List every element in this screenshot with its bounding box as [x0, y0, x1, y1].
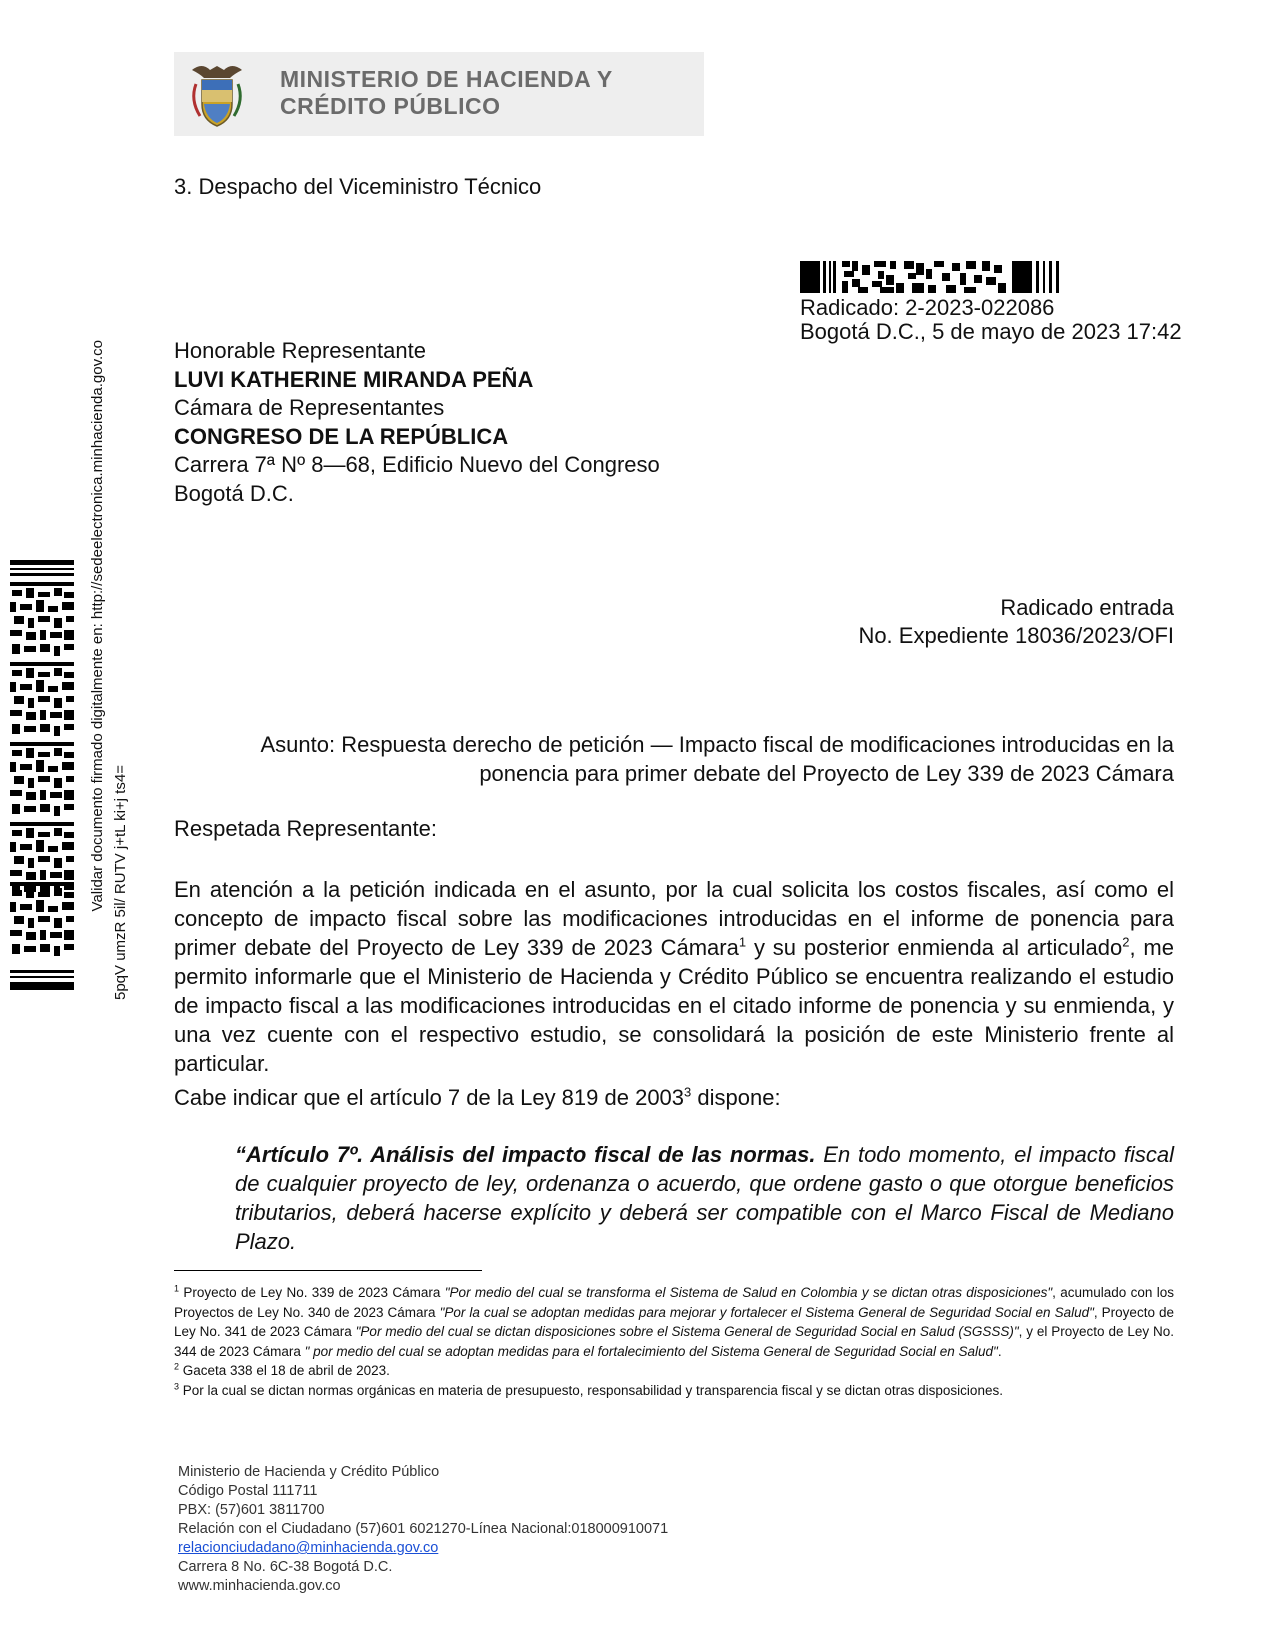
subject-block — [174, 730, 1174, 788]
paragraph-text: dispone: — [691, 1085, 781, 1110]
footnote-divider — [174, 1270, 482, 1271]
contact-citizen-line: Relación con el Ciudadano (57)601 6021270-Línea Nacional:018000910071 — [178, 1521, 669, 1537]
paragraph-text: En atención a la petición indicada en el asunto, por la cual solicita los costos fiscales, así como el concepto de impacto fiscal sobre las modificaciones introducidas en el informe de ponencia para primer debate del Proyecto de Ley 339 de 2023 Cámara — [174, 877, 1174, 960]
paragraph-text: , me permito informarle que el Ministerio de Hacienda y Crédito Público se encuentra realizando el estudio de impacto fiscal a las modificaciones introducidas en el citado informe de ponencia y su enmienda, y una vez cuente con el respectivo estudio, se consolidará la posición de este Ministerio frente al particular. — [174, 935, 1174, 1076]
quote-heading: “Artículo 7º. Análisis del impacto fiscal de las normas. — [235, 1142, 816, 1167]
recipient-title: Honorable Representante — [174, 338, 426, 363]
ministry-name — [280, 66, 700, 120]
footnote-text: Gaceta 338 el 18 de abril de 2023. — [179, 1363, 390, 1378]
footnote-ref-2: 2 — [1122, 934, 1130, 950]
footnote-text: , y el Proyecto de Ley No. 344 de 2023 Cámara — [174, 1324, 1174, 1359]
footnote-text: , Proyecto de Ley No. 341 de 2023 Cámara — [174, 1304, 1174, 1339]
paragraph-text: Cabe indicar que el artículo 7 de la Ley 819 de 2003 — [174, 1085, 685, 1110]
footnote-title: "Por medio del cual se transforma el Sistema de Salud en Colombia y se dictan otras disposiciones" — [444, 1285, 1053, 1300]
footnote-1 — [174, 1283, 1174, 1361]
contact-postal-code: Código Postal 111711 — [178, 1483, 318, 1499]
colombia-coat-of-arms-icon — [186, 60, 248, 128]
radicado-barcode — [800, 261, 1070, 293]
body-paragraph-1 — [174, 875, 1174, 1078]
footnote-mark: 3 — [174, 1381, 180, 1391]
quote-text: En todo momento, el impacto fiscal de cualquier proyecto de ley, ordenanza o acuerdo, que ordene gasto o que otorgue beneficios tributarios, deberá hacerse explícito y deberá ser compatible con el Marco Fiscal de Mediano Plazo. — [235, 1142, 1174, 1254]
recipient-chamber: Cámara de Representantes — [174, 395, 445, 420]
department-heading: 3. Despacho del Viceministro Técnico — [174, 174, 542, 199]
law-quote — [235, 1140, 1174, 1256]
contact-ministry: Ministerio de Hacienda y Crédito Público — [178, 1464, 440, 1480]
validation-stamp-text — [86, 340, 132, 1000]
recipient-name: LUVI KATHERINE MIRANDA PEÑA — [174, 366, 534, 392]
footnote-ref-1: 1 — [738, 934, 747, 950]
radicado-date: Bogotá D.C., 5 de mayo de 2023 17:42 — [800, 319, 1182, 344]
footnote-ref-3: 3 — [684, 1084, 692, 1100]
recipient-address: Carrera 7ª Nº 8—68, Edificio Nuevo del Congreso — [174, 452, 660, 477]
entrada-label: Radicado entrada — [1000, 595, 1174, 620]
footnote-2 — [174, 1361, 1174, 1381]
footnote-text: . — [997, 1343, 1002, 1359]
ministry-logo-block — [174, 52, 704, 136]
footnote-3 — [174, 1381, 1174, 1401]
contact-pbx: PBX: (57)601 3811700 — [178, 1502, 325, 1518]
paragraph-text: y su posterior enmienda al articulado — [746, 935, 1123, 960]
validation-code-line: 5pqV umzR 5il/ RUTV j+tL ki+j ts4= — [112, 765, 129, 1000]
radicado-info — [800, 296, 1182, 344]
validation-barcode — [10, 560, 74, 990]
footnote-title: "Por la cual se adoptan medidas para mejorar y fortalecer el Sistema General de Seguridad Social en Salud" — [439, 1304, 1094, 1320]
ministry-name-line1: MINISTERIO DE HACIENDA Y — [280, 66, 613, 92]
footnotes — [174, 1283, 1174, 1400]
footnote-text: Proyecto de Ley No. 339 de 2023 Cámara — [179, 1285, 445, 1300]
footnote-text: , acumulado con los Proyectos de Ley No. 340 de 2023 Cámara — [174, 1285, 1174, 1320]
contact-footer — [178, 1463, 668, 1596]
validation-url-line: Validar documento firmado digitalmente en: http://sedeelectronica.minhacienda.gov.co — [89, 340, 106, 912]
contact-website: www.minhacienda.gov.co — [178, 1578, 341, 1594]
body-paragraph-2 — [174, 1083, 1174, 1112]
footnote-mark: 2 — [174, 1361, 180, 1372]
subject-line2: ponencia para primer debate del Proyecto de Ley 339 de 2023 Cámara — [479, 761, 1174, 786]
salutation: Respetada Representante: — [174, 816, 437, 841]
recipient-city: Bogotá D.C. — [174, 480, 294, 506]
ministry-name-line2: CRÉDITO PÚBLICO — [280, 93, 501, 119]
footnote-mark: 1 — [174, 1283, 180, 1294]
contact-address: Carrera 8 No. 6C-38 Bogotá D.C. — [178, 1559, 393, 1575]
footnote-title: "Por medio del cual se dictan disposiciones sobre el Sistema General de Seguridad Social en Salud (SGSSS)" — [355, 1324, 1019, 1339]
contact-email-link[interactable]: relacionciudadano@minhacienda.gov.co — [178, 1540, 439, 1556]
recipient-organization: CONGRESO DE LA REPÚBLICA — [174, 423, 509, 449]
footnote-text: Por la cual se dictan normas orgánicas en materia de presupuesto, responsabilidad y transparencia fiscal y se dictan otras disposiciones. — [179, 1382, 1003, 1398]
expediente-number: No. Expediente 18036/2023/OFI — [858, 623, 1174, 648]
entrada-block — [858, 594, 1174, 650]
radicado-number: Radicado: 2-2023-022086 — [800, 295, 1055, 320]
footnote-title: " por medio del cual se adoptan medidas para el fortalecimiento del Sistema General de Seguridad Social en Salud" — [304, 1343, 998, 1359]
subject-line1: Asunto: Respuesta derecho de petición — Impacto fiscal de modificaciones introducidas en la — [260, 732, 1174, 757]
